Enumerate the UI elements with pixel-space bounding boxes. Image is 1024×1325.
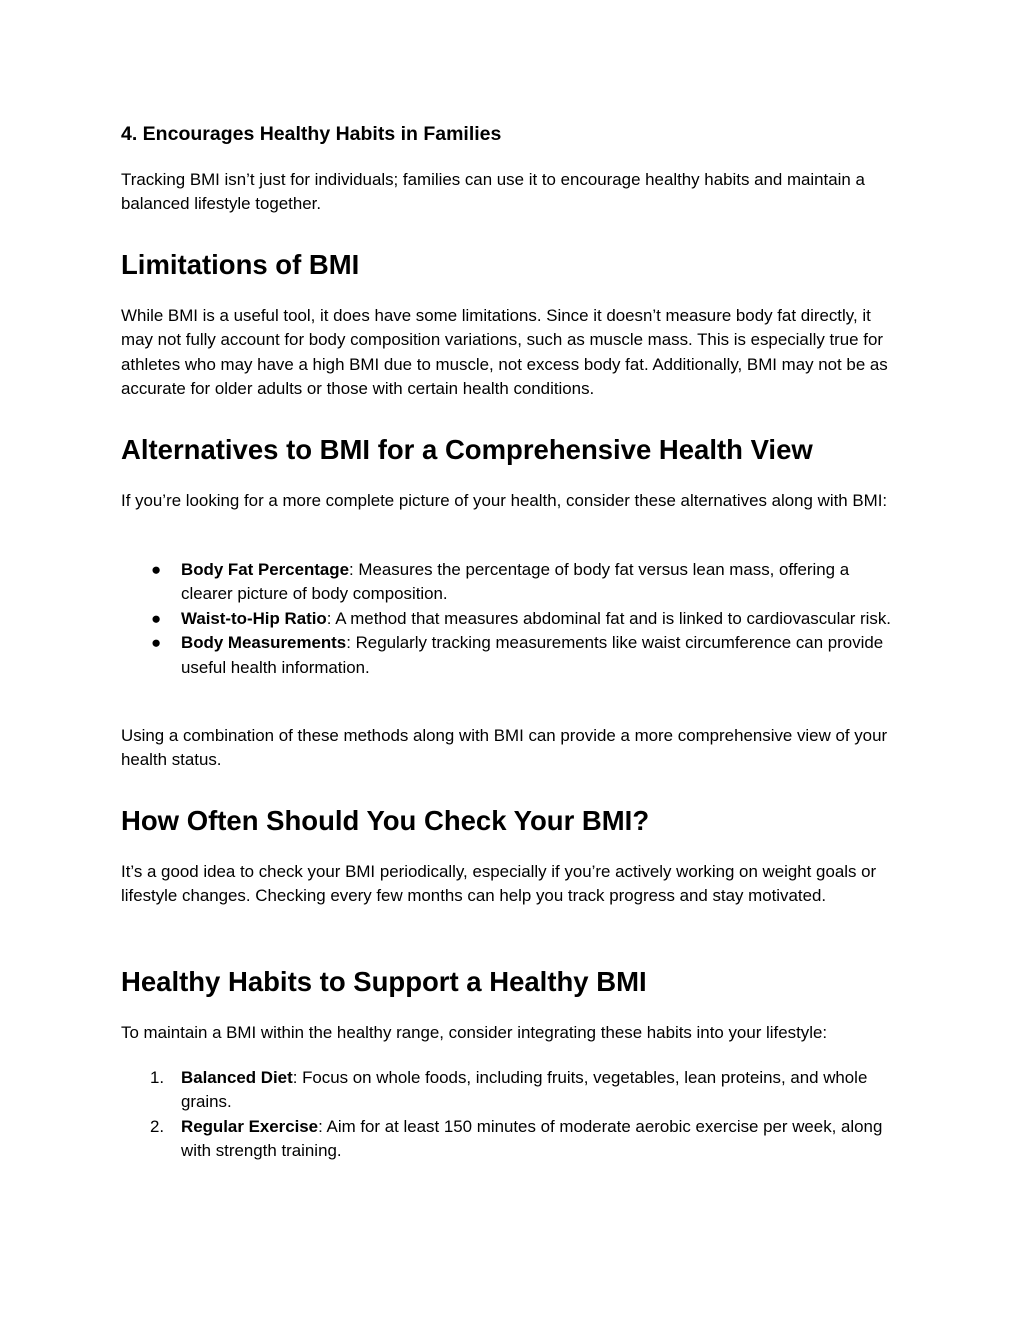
- bullet-icon: ●: [151, 633, 162, 653]
- list-number: 1.: [150, 1068, 165, 1087]
- list-item: [121, 1115, 901, 1164]
- list-item-term: Balanced Diet: [181, 1068, 293, 1087]
- list-item-term: Regular Exercise: [181, 1116, 319, 1136]
- frequency-heading: How Often Should You Check Your BMI?: [121, 805, 650, 836]
- list-item-term: Waist-to-Hip Ratio: [181, 608, 327, 628]
- list-item: [121, 1066, 901, 1115]
- limitations-paragraph: While BMI is a useful tool, it does have some limitations. Since it doesn’t measure body fat directly, it may not fully account for body composition variations, such as muscle mass. This is especially true for athletes who may have a high BMI due to muscle, not excess body fat. Additionally, BMI may not be as accurate for older adults or those with certain health conditions.: [121, 306, 888, 399]
- list-number: 2.: [150, 1116, 165, 1136]
- bullet-icon: ●: [151, 608, 162, 628]
- list-item-text: : Regularly tracking measurements like waist circumference can provide useful health information.: [181, 633, 884, 677]
- list-item: [121, 607, 901, 631]
- list-item-text: : Focus on whole foods, including fruits, vegetables, lean proteins, and whole grains.: [181, 1068, 868, 1112]
- habits-heading: Healthy Habits to Support a Healthy BMI: [121, 966, 647, 997]
- frequency-paragraph: It’s a good idea to check your BMI periodically, especially if you’re actively working on weight goals or lifestyle changes. Checking every few months can help you track progress and stay motivated.: [121, 862, 877, 906]
- limitations-heading: Limitations of BMI: [121, 249, 360, 280]
- alternatives-intro: If you’re looking for a more complete picture of your health, consider these alternatives along with BMI:: [121, 491, 888, 510]
- list-item-term: Body Measurements: [181, 633, 347, 653]
- families-paragraph: Tracking BMI isn’t just for individuals; families can use it to encourage healthy habits and maintain a balanced lifestyle together.: [121, 170, 865, 214]
- list-item: [121, 631, 901, 680]
- list-item-term: Body Fat Percentage: [181, 560, 350, 579]
- list-item: [121, 558, 901, 607]
- alternatives-outro: Using a combination of these methods along with BMI can provide a more comprehensive view of your health status.: [121, 726, 888, 770]
- list-item-text: : Measures the percentage of body fat versus lean mass, offering a clearer picture of body composition.: [181, 560, 850, 604]
- alternatives-list: [121, 558, 901, 680]
- bullet-icon: ●: [151, 560, 162, 579]
- list-item-text: : Aim for at least 150 minutes of moderate aerobic exercise per week, along with strength training.: [181, 1116, 883, 1161]
- alternatives-heading: Alternatives to BMI for a Comprehensive Health View: [121, 434, 813, 465]
- families-heading: 4. Encourages Healthy Habits in Families: [121, 123, 502, 145]
- list-item-text: : A method that measures abdominal fat and is linked to cardiovascular risk.: [326, 608, 892, 628]
- habits-list: [121, 1066, 901, 1164]
- habits-intro: To maintain a BMI within the healthy range, consider integrating these habits into your lifestyle:: [121, 1023, 828, 1042]
